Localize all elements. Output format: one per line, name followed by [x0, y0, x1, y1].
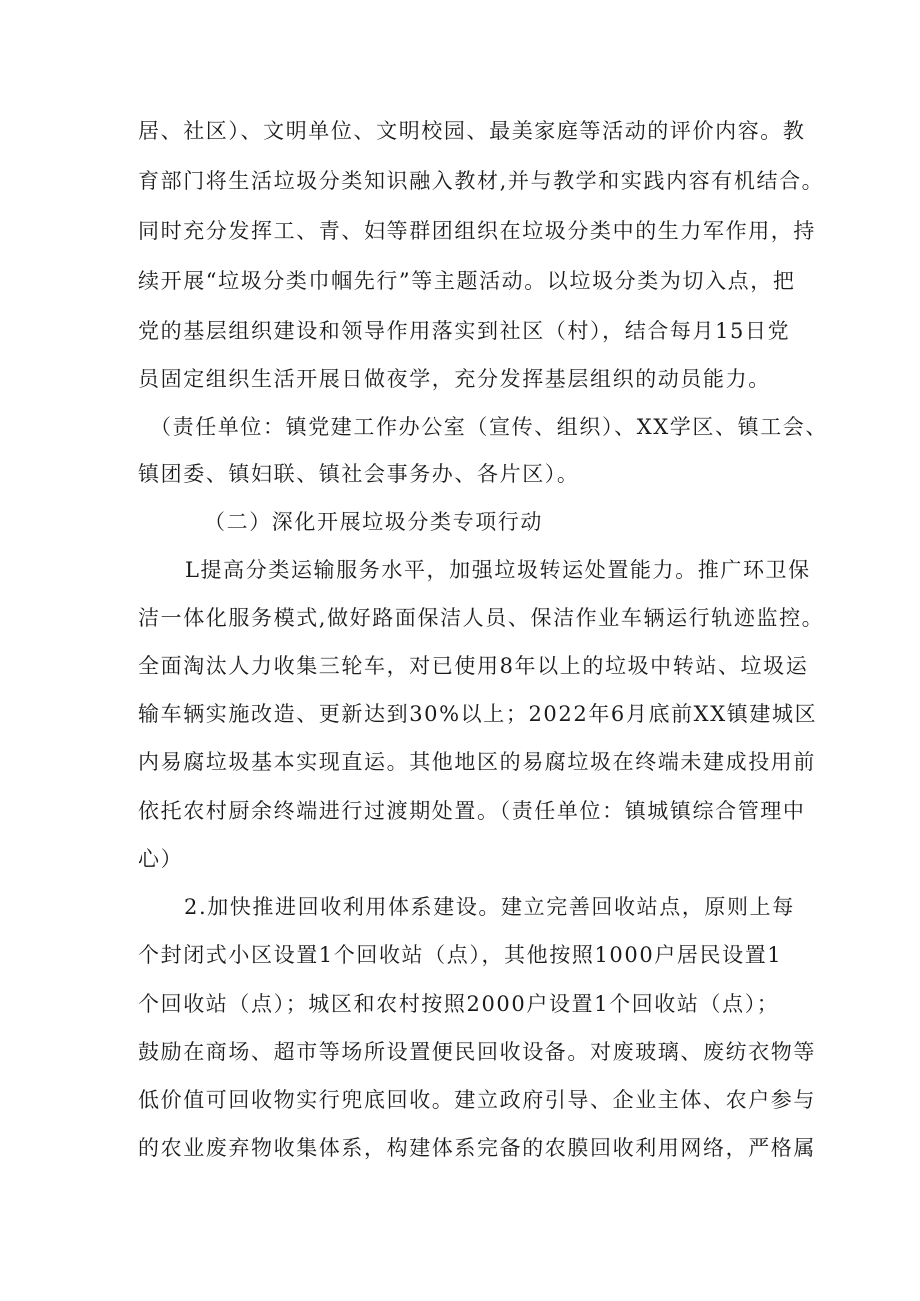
- text-line: 心）: [138, 847, 184, 871]
- text-line: 育部门将生活垃圾分类知识融入教材,并与教学和实践内容有机结合。: [138, 169, 825, 193]
- text-line: 内易腐垃圾基本实现直运。其他地区的易腐垃圾在终端未建成投用前: [138, 750, 816, 774]
- text-line: （责任单位：镇党建工作办公室（宣传、组织）、XX学区、镇工会、: [150, 415, 828, 439]
- text-line: 输车辆实施改造、更新达到30%以上；2022年6月底前XX镇建城区: [138, 702, 818, 726]
- text-line: 2.加快推进回收利用体系建设。建立完善回收站点，原则上每: [184, 895, 795, 919]
- text-line: L提高分类运输服务水平，加强垃圾转运处置能力。推广环卫保: [185, 558, 811, 582]
- section-heading: （二）深化开展垃圾分类专项行动: [204, 510, 543, 534]
- text-line: 鼓励在商场、超市等场所设置便民回收设备。对废玻璃、废纺衣物等: [138, 1040, 816, 1064]
- text-line: 同时充分发挥工、青、妇等群团组织在垃圾分类中的生力军作用，持: [138, 219, 816, 243]
- text-line: 居、社区）、文明单位、文明校园、最美家庭等活动的评价内容。教: [138, 119, 806, 143]
- text-line: 员固定组织生活开展日做夜学，充分发挥基层组织的动员能力。: [138, 367, 771, 391]
- text-line: 依托农村厨余终端进行过渡期处置。（责任单位：镇城镇综合管理中: [138, 799, 806, 823]
- text-line: 全面淘汰人力收集三轮车，对已使用8年以上的垃圾中转站、垃圾运: [138, 654, 809, 678]
- text-line: 洁一体化服务模式,做好路面保洁人员、保洁作业车辆运行轨迹监控。: [138, 606, 825, 630]
- text-line: 续开展“垃圾分类巾帼先行”等主题活动。以垃圾分类为切入点，把: [138, 269, 796, 293]
- text-line: 低价值可回收物实行兜底回收。建立政府引导、企业主体、农户参与: [138, 1088, 816, 1112]
- text-line: 的农业废弃物收集体系，构建体系完备的农膜回收利用网络，严格属: [138, 1136, 816, 1160]
- text-line: 党的基层组织建设和领导作用落实到社区（村），结合每月15日党: [138, 319, 791, 343]
- text-line: 个回收站（点）；城区和农村按照2000户设置1个回收站（点）；: [138, 992, 780, 1016]
- text-line: 个封闭式小区设置1个回收站（点），其他按照1000户居民设置1: [138, 943, 783, 967]
- text-line: 镇团委、镇妇联、镇社会事务办、各片区）。: [138, 462, 580, 486]
